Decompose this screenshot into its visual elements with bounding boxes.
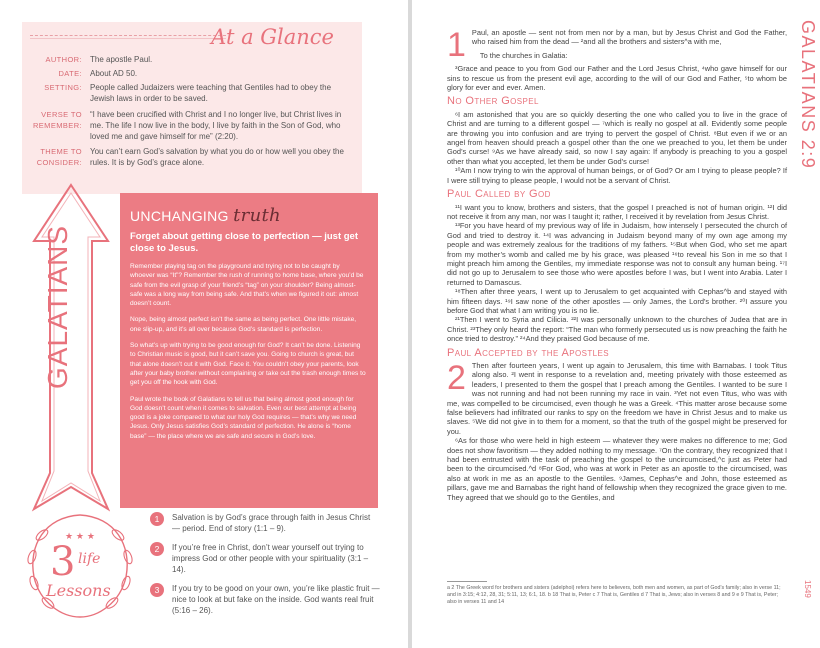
book-name-vertical: GALATIANS bbox=[42, 224, 73, 389]
at-a-glance-box: At a Glance AUTHOR: The apostle Paul. DATE: About AD 50. SETTING: People called Judaizers were teaching that Gentiles had to obey the Jewish laws in order to be saved. VERSE TO REMEMBER: “I have been crucified with Christ and I no longer live, but Christ lives in me. The life I now live in the body, I live by faith in the Son of God, who loved me and gave himself for me” (2:20). THEME TO CONSIDER: You can’t earn God’s salvation by what you do or how well you obey the rules. It is by God’s grace alone. bbox=[22, 22, 362, 194]
badge-word-lessons: Lessons bbox=[46, 581, 111, 600]
list-item bbox=[150, 512, 380, 534]
decorative-rule bbox=[30, 35, 226, 36]
badge-word-life: life bbox=[78, 551, 101, 567]
running-head: GALATIANS 2:9 bbox=[798, 20, 818, 170]
lesson-text: If you try to be good on your own, you’re like plastic fruit — nice to look at but fake on the inside. God wants real fruit (5:16 – 26). bbox=[172, 584, 380, 615]
verse-paragraph: ¹¹I want you to know, brothers and sisters, that the gospel I preached is not of human origin. ¹²I did not receive it from any man, nor was I taught it; rather, I received it by revelation from Jesus Christ. bbox=[447, 202, 787, 221]
lesson-text: If you’re free in Christ, don’t wear yourself out trying to impress God or other people with your spirituality (3:1 – 14). bbox=[172, 543, 369, 574]
lesson-number: 3 bbox=[150, 583, 164, 597]
verse-paragraph: ³Grace and peace to you from God our Father and the Lord Jesus Christ, ⁴who gave himself for our sins to rescue us from the present evil age, according to the will of our God and Father, ⁵to whom be glory for ever and ever. Amen. bbox=[447, 64, 787, 93]
section-heading: Paul Called by God bbox=[447, 188, 551, 201]
life-lessons-list bbox=[150, 512, 380, 624]
scripture-text bbox=[447, 28, 787, 502]
page-number: 1549 bbox=[803, 580, 812, 598]
footnote-rule bbox=[447, 581, 487, 582]
left-page bbox=[0, 0, 408, 648]
section-heading: No Other Gospel bbox=[447, 95, 539, 108]
verse-paragraph: ⁶As for those who were held in high esteem — whatever they were makes no difference to me; God does not show favoritism — they added nothing to my message. ⁷On the contrary, they recognized that I had been entrusted with the task of preaching the gospel to the uncircumcised,^c just as Peter had been to the circumcised.^d ⁸For God, who was at work in Peter as an apostle to the circumcised, was also at work in me as an apostle to the Gentiles. ⁹James, Cephas^e and John, those esteemed as pillars, gave me and Barnabas the right hand of fellowship when they recognized the grace given to me. They agreed that we should go to the Gentiles, and bbox=[447, 436, 787, 502]
section-heading: Paul Accepted by the Apostles bbox=[447, 346, 609, 359]
unchanging-truth-box bbox=[120, 193, 378, 508]
footnotes: a 2 The Greek word for brothers and sisters (adelphoi) refers here to believers, both men and women, as part of God’s family; also in verse 11; and in 3:15; 4:12, 28, 31; 5:11, 13; 6:1, 18. b 18 That is, Peter c 7 That is, Gentiles d 7 That is, Jews; also in verses 8 and 9 e 9 That is, Peter; also in verses 11 and 14 bbox=[447, 585, 781, 605]
unchanging-truth-subheading: Forget about getting close to perfection — just get close to Jesus. bbox=[130, 231, 359, 254]
life-lessons-badge bbox=[20, 505, 140, 625]
unchanging-paragraph: So what’s up with trying to be good enough for God? It can’t be done. Listening to Christian music is good, but it can’t save you. Going to church is great, but that alone doesn’t cut it with God. Face it. You couldn’t obey your parents, look after your baby brother without complaining or take out the trash enough times to get you off the hook with God. bbox=[130, 342, 366, 387]
unchanging-paragraph: Remember playing tag on the playground and trying not to be caught by whoever was “It”? Remember the rush of running to home base, where you’d be safe from the evil grasp of your friend’s “tag” on your shoulder? Being almost-safe was a long way from being safe. And that’s when we figured it out: almost doesn’t count. bbox=[130, 263, 364, 308]
unchanging-paragraph: Paul wrote the book of Galatians to tell us that being almost good enough for God doesn’t count when it comes to salvation. Even our best attempt at being good is a joke compared to what our holy God requires — that’s why we need Jesus. Only Jesus satisfies God’s standard of perfection. He alone is “home base” — the place where we are safe and secure in God’s love. bbox=[130, 395, 357, 440]
verse-paragraph: Then after fourteen years, I went up again to Jerusalem, this time with Barnabas. I took Titus along also. ²I went in response to a revelation and, meeting privately with those esteemed as leaders, I presented to them the gospel that I preach among the Gentiles. I wanted to be sure I was not running and had not been running my race in vain. ³Yet not even Titus, who was with me, was compelled to be circumcised, even though he was a Greek. ⁴This matter arose because some false believers had infiltrated our ranks to spy on the freedom we have in Christ Jesus and to make us slaves. ⁵We did not give in to them for a moment, so that the truth of the gospel might be preserved for you. bbox=[447, 361, 787, 436]
right-page bbox=[412, 0, 820, 648]
lesson-text: Salvation is by God’s grace through faith in Jesus Christ — period. End of story (1:1 – 9). bbox=[172, 513, 371, 533]
list-item bbox=[150, 583, 380, 616]
verse-paragraph: ²¹Then I went to Syria and Cilicia. ²²I was personally unknown to the churches of Judea that are in Christ. ²³They only heard the report: “The man who formerly persecuted us is now preaching the faith he once tried to destroy.” ²⁴And they praised God because of me. bbox=[447, 315, 787, 344]
unchanging-truth-heading: UNCHANGING truth bbox=[130, 205, 281, 226]
verse-paragraph: ¹³For you have heard of my previous way of life in Judaism, how intensely I persecuted the church of God and tried to destroy it. ¹⁴I was advancing in Judaism beyond many of my own age among my people and was extremely zealous for the traditions of my fathers. ¹⁵But when God, who set me apart from my mother’s womb and called me by his grace, was pleased ¹⁶to reveal his Son in me so that I might preach him among the Gentiles, my immediate response was not to consult any human being. ¹⁷I did not go up to Jerusalem to see those who were apostles before I was, but I went into Arabia. Later I returned to Damascus. bbox=[447, 221, 787, 287]
verse-paragraph: ⁶I am astonished that you are so quickly deserting the one who called you to live in the grace of Christ and are turning to a different gospel — ⁷which is really no gospel at all. Evidently some people are throwing you into confusion and are trying to pervert the gospel of Christ. ⁸But even if we or an angel from heaven should preach a gospel other than the one we preached to you, let them be under God’s curse! ⁹As we have already said, so now I say again: If anybody is preaching to you a gospel other than what you accepted, let them be under God’s curse! bbox=[447, 109, 787, 166]
lesson-number: 2 bbox=[150, 542, 164, 556]
badge-number: 3 bbox=[50, 539, 76, 585]
at-a-glance-title: At a Glance bbox=[211, 25, 334, 49]
chapter-number: 2 bbox=[447, 359, 466, 397]
decorative-rule bbox=[30, 38, 226, 39]
verse-paragraph: To the churches in Galatia: bbox=[479, 50, 568, 60]
svg-text:★ ★ ★: ★ ★ ★ bbox=[65, 532, 95, 542]
verse-paragraph: ¹⁰Am I now trying to win the approval of human beings, or of God? Or am I trying to please people? If I were still trying to please people, I would not be a servant of Christ. bbox=[447, 166, 787, 185]
chapter-number: 1 bbox=[447, 26, 466, 64]
verse-paragraph: ¹⁸Then after three years, I went up to Jerusalem to get acquainted with Cephas^b and stayed with him fifteen days. ¹⁹I saw none of the other apostles — only James, the Lord’s brother. ²⁰I assure you before God that what I am writing you is no lie. bbox=[447, 287, 787, 315]
unchanging-paragraph: Nope, being almost perfect isn’t the same as being perfect. One little mistake, one slip-up, and it’s all over because God’s standard is perfection. bbox=[130, 316, 357, 333]
list-item bbox=[150, 542, 380, 575]
arrow-graphic bbox=[28, 183, 114, 513]
lesson-number: 1 bbox=[150, 512, 164, 526]
verse-paragraph: Paul, an apostle — sent not from men nor by a man, but by Jesus Christ and God the Father, who raised him from the dead — ²and all the brothers and sisters^a with me, bbox=[471, 28, 787, 47]
